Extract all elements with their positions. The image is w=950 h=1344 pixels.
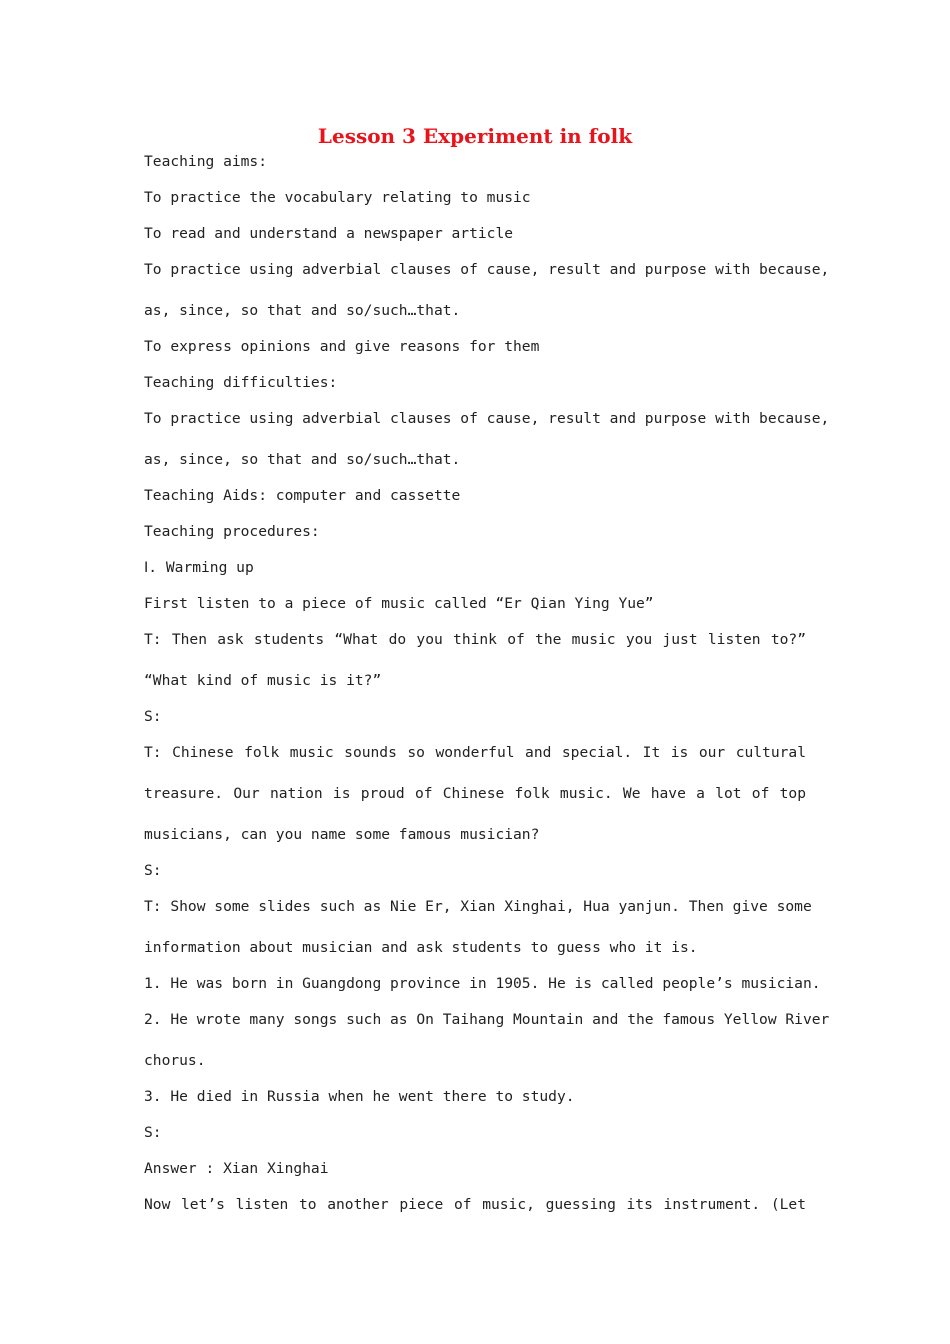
text-line: T: Show some slides such as Nie Er, Xian Xinghai, Hua yanjun. Then give some xyxy=(144,898,812,915)
text-line: as, since, so that and so/such…that. xyxy=(144,302,461,319)
clue-item: 2. He wrote many songs such as On Taihang Mountain and the famous Yellow River xyxy=(144,1011,830,1028)
text-line: information about musician and ask students to guess who it is. xyxy=(144,939,698,956)
clue-item: 1. He was born in Guangdong province in 1905. He is called people’s musician. xyxy=(144,975,821,992)
text-line: treasure. Our nation is proud of Chinese folk music. We have a lot of top xyxy=(144,785,806,802)
text-line: Now let’s listen to another piece of music, guessing its instrument. (Let xyxy=(144,1196,806,1213)
document-title: Lesson 3 Experiment in folk xyxy=(317,124,633,148)
heading-teaching-difficulties: Teaching difficulties: xyxy=(144,374,338,391)
student-response: S: xyxy=(144,1124,162,1141)
clue-item: 3. He died in Russia when he went there to study. xyxy=(144,1088,575,1105)
text-line: To practice using adverbial clauses of cause, result and purpose with because, xyxy=(144,261,830,278)
text-line: To read and understand a newspaper article xyxy=(144,225,514,242)
text-line: To practice using adverbial clauses of cause, result and purpose with because, xyxy=(144,410,830,427)
answer-line: Answer : Xian Xinghai xyxy=(144,1160,329,1177)
heading-teaching-aims: Teaching aims: xyxy=(144,153,268,170)
section-warming-up: Ⅰ. Warming up xyxy=(144,559,254,576)
heading-teaching-aids: Teaching Aids: computer and cassette xyxy=(144,487,461,504)
text-line: musicians, can you name some famous musician? xyxy=(144,826,540,843)
text-line: To express opinions and give reasons for them xyxy=(144,338,540,355)
text-line: T: Chinese folk music sounds so wonderful and special. It is our cultural xyxy=(144,744,806,761)
heading-teaching-procedures: Teaching procedures: xyxy=(144,523,320,540)
text-line: T: Then ask students “What do you think of the music you just listen to?” xyxy=(144,631,806,648)
text-line: First listen to a piece of music called “Er Qian Ying Yue” xyxy=(144,595,654,612)
text-line: “What kind of music is it?” xyxy=(144,672,382,689)
student-response: S: xyxy=(144,708,162,725)
text-line: chorus. xyxy=(144,1052,206,1069)
text-line: To practice the vocabulary relating to music xyxy=(144,189,531,206)
student-response: S: xyxy=(144,862,162,879)
text-line: as, since, so that and so/such…that. xyxy=(144,451,461,468)
